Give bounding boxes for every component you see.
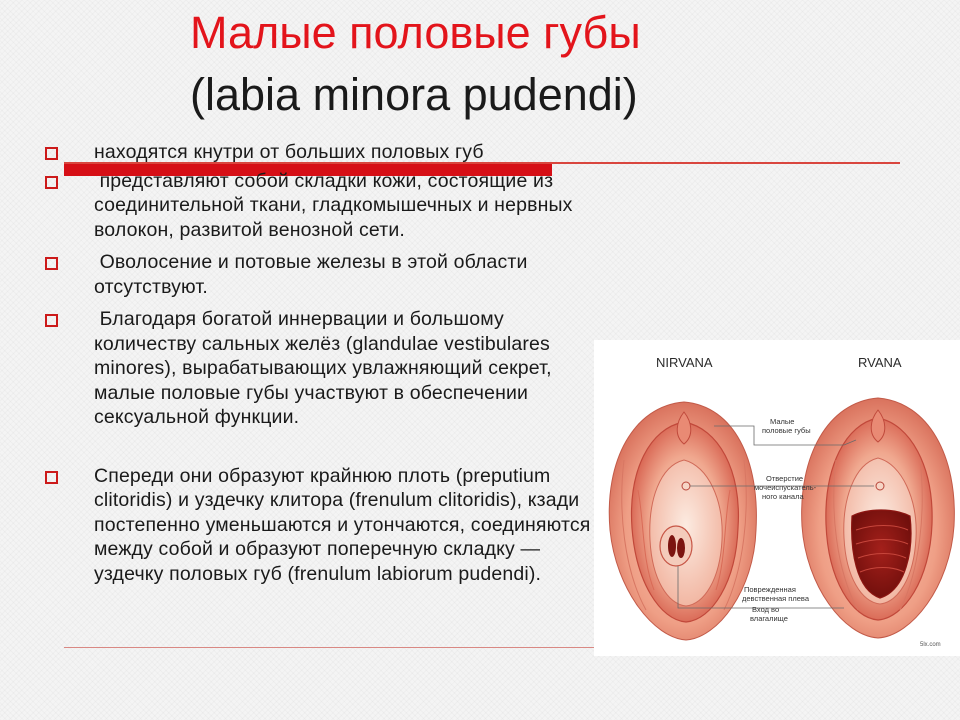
- bullet-item: [44, 250, 604, 299]
- bullet-item: [44, 140, 604, 165]
- bullet-list: [44, 140, 604, 586]
- bullet-text: Благодаря богатой иннервации и большому количеству сальных желёз (glandulae vestibulares minores), вырабатывающих увлажняющий секрет, малые половые губы участвуют в обеспечении сексуальной функции.: [94, 308, 558, 428]
- callout-labia-line2: половые губы: [762, 426, 811, 435]
- square-bullet-icon: [45, 257, 58, 270]
- callout-urethra-line1: Отверстие: [766, 474, 804, 483]
- anatomy-illustration: [594, 340, 960, 656]
- bullet-item: [44, 464, 604, 587]
- figure-label-right: RVANA: [858, 355, 902, 370]
- square-bullet-icon: [45, 176, 58, 189]
- figure-watermark: 5lx.com: [920, 642, 941, 648]
- bullet-text: находятся кнутри от больших половых губ: [94, 141, 484, 163]
- right-anatomy-drawing: [802, 398, 955, 638]
- bullet-text: Оволосение и потовые железы в этой области отсутствуют.: [94, 251, 534, 298]
- left-anatomy-drawing: [609, 402, 756, 640]
- square-bullet-icon: [45, 471, 58, 484]
- callout-vagina-line1: Вход во: [752, 605, 780, 614]
- callout-urethra-line3: ного канала: [762, 492, 804, 501]
- slide-title: Малые половые губы: [190, 7, 641, 58]
- bullet-item: [44, 169, 604, 243]
- figure-label-left: NIRVANA: [656, 355, 713, 370]
- bullet-text: представляют собой складки кожи, состоящие из соединительной ткани, гладкомышечных и нервных волокон, развитой венозной сети.: [94, 169, 579, 241]
- callout-labia-line1: Малые: [770, 417, 795, 426]
- square-bullet-icon: [45, 147, 58, 160]
- callout-vagina-line2: влагалище: [750, 614, 788, 623]
- callout-urethra-line2: мочеиспускатель-: [754, 483, 817, 492]
- callout-hymen-line2: девственная плева: [742, 594, 809, 603]
- bullet-item: [44, 307, 604, 430]
- anatomy-illustration-svg: [594, 340, 960, 656]
- slide-subtitle-latin: (labia minora pudendi): [190, 69, 638, 120]
- bullet-text: Спереди они образуют крайнюю плоть (preputium clitoridis) и уздечку клитора (frenulum clitoridis), кзади постепенно уменьшаются и утончаются, соединяются между собой и образуют поперечную складку — уздечку половых губ (frenulum labiorum pudendi).: [94, 464, 591, 585]
- square-bullet-icon: [45, 314, 58, 327]
- callout-hymen-line1: Поврежденная: [744, 585, 796, 594]
